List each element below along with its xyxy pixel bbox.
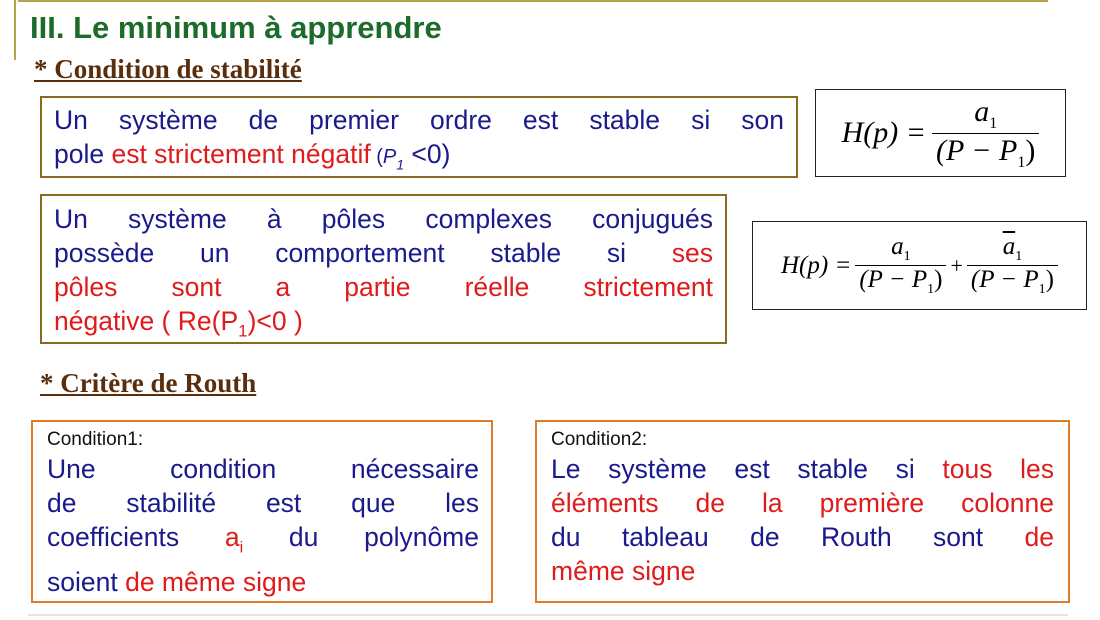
first-order-stability-box	[40, 96, 798, 178]
formula1-den-close: )	[1025, 133, 1036, 167]
condition2-line3	[551, 520, 1054, 554]
formula2-den1-sub: 1	[927, 282, 935, 297]
complex-poles-stability-box	[40, 194, 727, 344]
condition1-line2: de stabilité est que les	[47, 488, 479, 518]
box1-condition: <0)	[404, 139, 451, 169]
box1-line1: Un système de premier ordre est stable si son	[54, 105, 784, 135]
top-decorative-line	[18, 0, 1048, 2]
box2-line4-text: négative ( Re(P	[54, 306, 239, 336]
formula2-den1-text: (P − P	[859, 266, 928, 293]
bottom-divider	[28, 614, 1068, 616]
box2-line1: Un système à pôles complexes conjugués	[54, 204, 713, 234]
box2-line3: pôles sont a partie réelle strictement	[54, 272, 713, 302]
box1-pole-subscript: 1	[396, 156, 405, 173]
formula2-num1-a: a	[891, 233, 904, 260]
coefficient-symbol	[224, 522, 244, 557]
formula2-den1-close: )	[934, 266, 943, 293]
coefficient-subscript: i	[239, 539, 244, 557]
box2-line2	[54, 236, 713, 270]
condition2-line2: éléments de la première colonne	[551, 488, 1054, 518]
formula2-lhs: H(p) =	[781, 251, 852, 279]
formula2-num1	[887, 233, 915, 265]
routh-condition1-box	[31, 420, 493, 603]
box2-line4	[54, 304, 713, 348]
formula2-num2-sub: 1	[1015, 249, 1023, 264]
box2-line4-end: )<0 )	[247, 306, 303, 336]
formula-complex-poles	[752, 221, 1087, 310]
condition2-line3-red: de	[1024, 522, 1054, 552]
condition1-label: Condition1:	[47, 429, 144, 450]
condition1-line3-text: coefficients	[47, 522, 225, 552]
formula2-num1-sub: 1	[903, 249, 911, 264]
box1-line2	[54, 137, 784, 181]
left-decorative-bar	[14, 0, 16, 60]
routh-condition2-box	[535, 420, 1070, 603]
formula1-num-sub: 1	[989, 114, 998, 132]
section-heading-routh: * Critère de Routh	[40, 368, 257, 398]
condition2-line1-red: tous les	[942, 454, 1054, 484]
section-heading-stability: * Condition de stabilité	[34, 54, 302, 84]
box1-pole-symbol: P	[382, 146, 397, 168]
formula2-den2-text: (P − P	[970, 266, 1039, 293]
formula1-den-sub: 1	[1017, 153, 1026, 171]
formula2-fraction1	[855, 233, 946, 298]
page-title: III. Le minimum à apprendre	[30, 10, 442, 45]
condition1-line4-text: soient	[47, 567, 126, 598]
condition2-line4: même signe	[551, 556, 696, 586]
formula2-num2-a: $\overline{a}$	[1002, 233, 1016, 260]
formula2-den2-sub: 1	[1038, 282, 1046, 297]
condition1-line4-red: de même signe	[125, 567, 307, 598]
condition1-line1: Une condition nécessaire	[47, 454, 479, 484]
condition2-line3-text: du tableau de Routh sont	[551, 522, 984, 552]
box2-line2-text: possède un comportement stable si	[54, 238, 626, 268]
coefficient-a: a	[224, 522, 240, 552]
formula1-den-text: (P − P	[936, 133, 1018, 167]
formula2-fraction2	[967, 233, 1058, 298]
condition2-line1-text: Le système est stable si	[551, 454, 915, 484]
condition1-line3-end: du polynôme	[243, 522, 479, 552]
formula2-plus: +	[950, 252, 963, 278]
condition2-line1	[551, 452, 1054, 486]
formula2-num2	[999, 233, 1027, 265]
box1-paren: (	[370, 146, 383, 168]
box1-red-text: est strictement négatif	[111, 139, 371, 169]
formula2-den2	[967, 266, 1058, 298]
formula1-fraction	[932, 95, 1039, 172]
box2-line2-red: ses	[671, 238, 713, 268]
formula-first-order	[815, 89, 1066, 177]
condition1-line3	[47, 520, 479, 565]
box1-text: pole	[54, 139, 112, 169]
formula2-den1	[855, 266, 946, 298]
formula1-denominator	[932, 134, 1039, 172]
formula1-num-a: a	[974, 94, 990, 128]
condition2-label: Condition2:	[551, 429, 648, 450]
formula1-numerator	[970, 95, 1001, 133]
formula1-lhs: H(p) =	[841, 116, 927, 149]
formula2-den2-close: )	[1045, 266, 1054, 293]
box2-line4-sub: 1	[238, 321, 248, 341]
condition1-line4	[47, 565, 479, 599]
